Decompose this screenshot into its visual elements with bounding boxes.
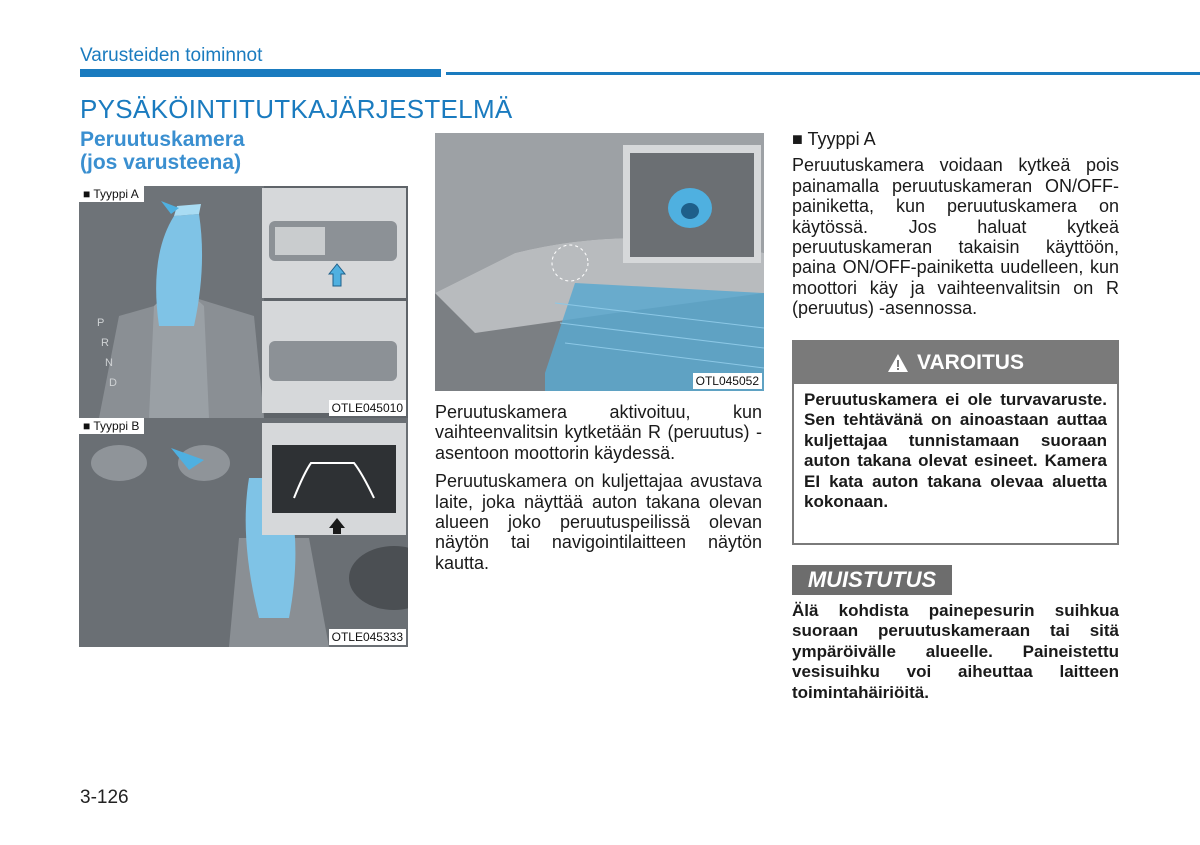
warning-text: Peruutuskamera ei ole turvavaruste. Sen tehtävänä on ainoastaan auttaa kuljettajaa tunnistamaan suoraan auton takana olevat esineet. Kamera EI kata auton takana olevaa aluetta kokonaan. xyxy=(804,390,1107,512)
subtitle-line-2: (jos varusteena) xyxy=(80,151,242,174)
right-text-column xyxy=(792,129,1119,327)
figure-caption: OTL045052 xyxy=(693,373,762,389)
svg-text:N: N xyxy=(105,357,113,369)
figure-rear-camera xyxy=(435,133,764,391)
header-bar-thin xyxy=(446,72,1200,75)
gear-shifter-illustration xyxy=(79,418,408,647)
page-number: 3-126 xyxy=(80,787,129,808)
type-a-heading: ■ Tyyppi A xyxy=(792,129,876,149)
figure-type-tag: ■ Tyyppi B xyxy=(79,418,144,434)
note-label: MUISTUTUS xyxy=(792,565,952,595)
warning-box xyxy=(792,340,1119,545)
note-text: Älä kohdista painepesurin suihkua suoraan peruutuskameraan tai sitä ympäröivälle alueelle. Paineistettu vesisuihku voi aiheuttaa laitteen toimintahäiriöitä. xyxy=(792,601,1119,702)
rear-camera-illustration xyxy=(435,133,764,391)
paragraph: Peruutuskamera voidaan kytkeä pois painamalla peruutuskameran ON/OFF-painiketta, kun peruutuskamera on käytössä. Jos haluat kytkeä peruutuskameran takaisin käyttöön, paina ON/OFF-painiketta uudelleen, kun moottori käy ja vaihteenvalitsin on R (peruutus) -asennossa. xyxy=(792,155,1119,319)
warning-title: VAROITUS xyxy=(917,351,1024,374)
svg-text:R: R xyxy=(101,337,109,349)
paragraph: Peruutuskamera aktivoituu, kun vaihteenvalitsin kytketään R (peruutus) -asentoon moottorin käydessä. xyxy=(435,402,762,463)
svg-text:D: D xyxy=(109,377,117,389)
paragraph: Peruutuskamera on kuljettajaa avustava laite, joka näyttää auton takana olevan alueen joko peruutuspeilissä olevan näytön tai navigointilaitteen näytön kautta. xyxy=(435,471,762,573)
page-title: PYSÄKÖINTITUTKAJÄRJESTELMÄ xyxy=(80,94,513,124)
warning-triangle-icon xyxy=(887,353,909,373)
header-bar-thick xyxy=(80,69,441,77)
figure-type-tag: ■ Tyyppi A xyxy=(79,186,144,202)
svg-text:P: P xyxy=(97,317,105,329)
gear-shifter-illustration xyxy=(79,186,408,418)
subtitle-line-1: Peruutuskamera xyxy=(80,128,245,151)
figure-caption: OTLE045333 xyxy=(329,629,406,645)
warning-header xyxy=(794,342,1117,384)
figure-type-b xyxy=(79,418,408,647)
section-label: Varusteiden toiminnot xyxy=(80,45,263,66)
middle-text-column xyxy=(435,402,762,581)
figure-caption: OTLE045010 xyxy=(329,400,406,416)
section-subtitle xyxy=(80,128,245,174)
figure-type-a xyxy=(79,186,408,418)
